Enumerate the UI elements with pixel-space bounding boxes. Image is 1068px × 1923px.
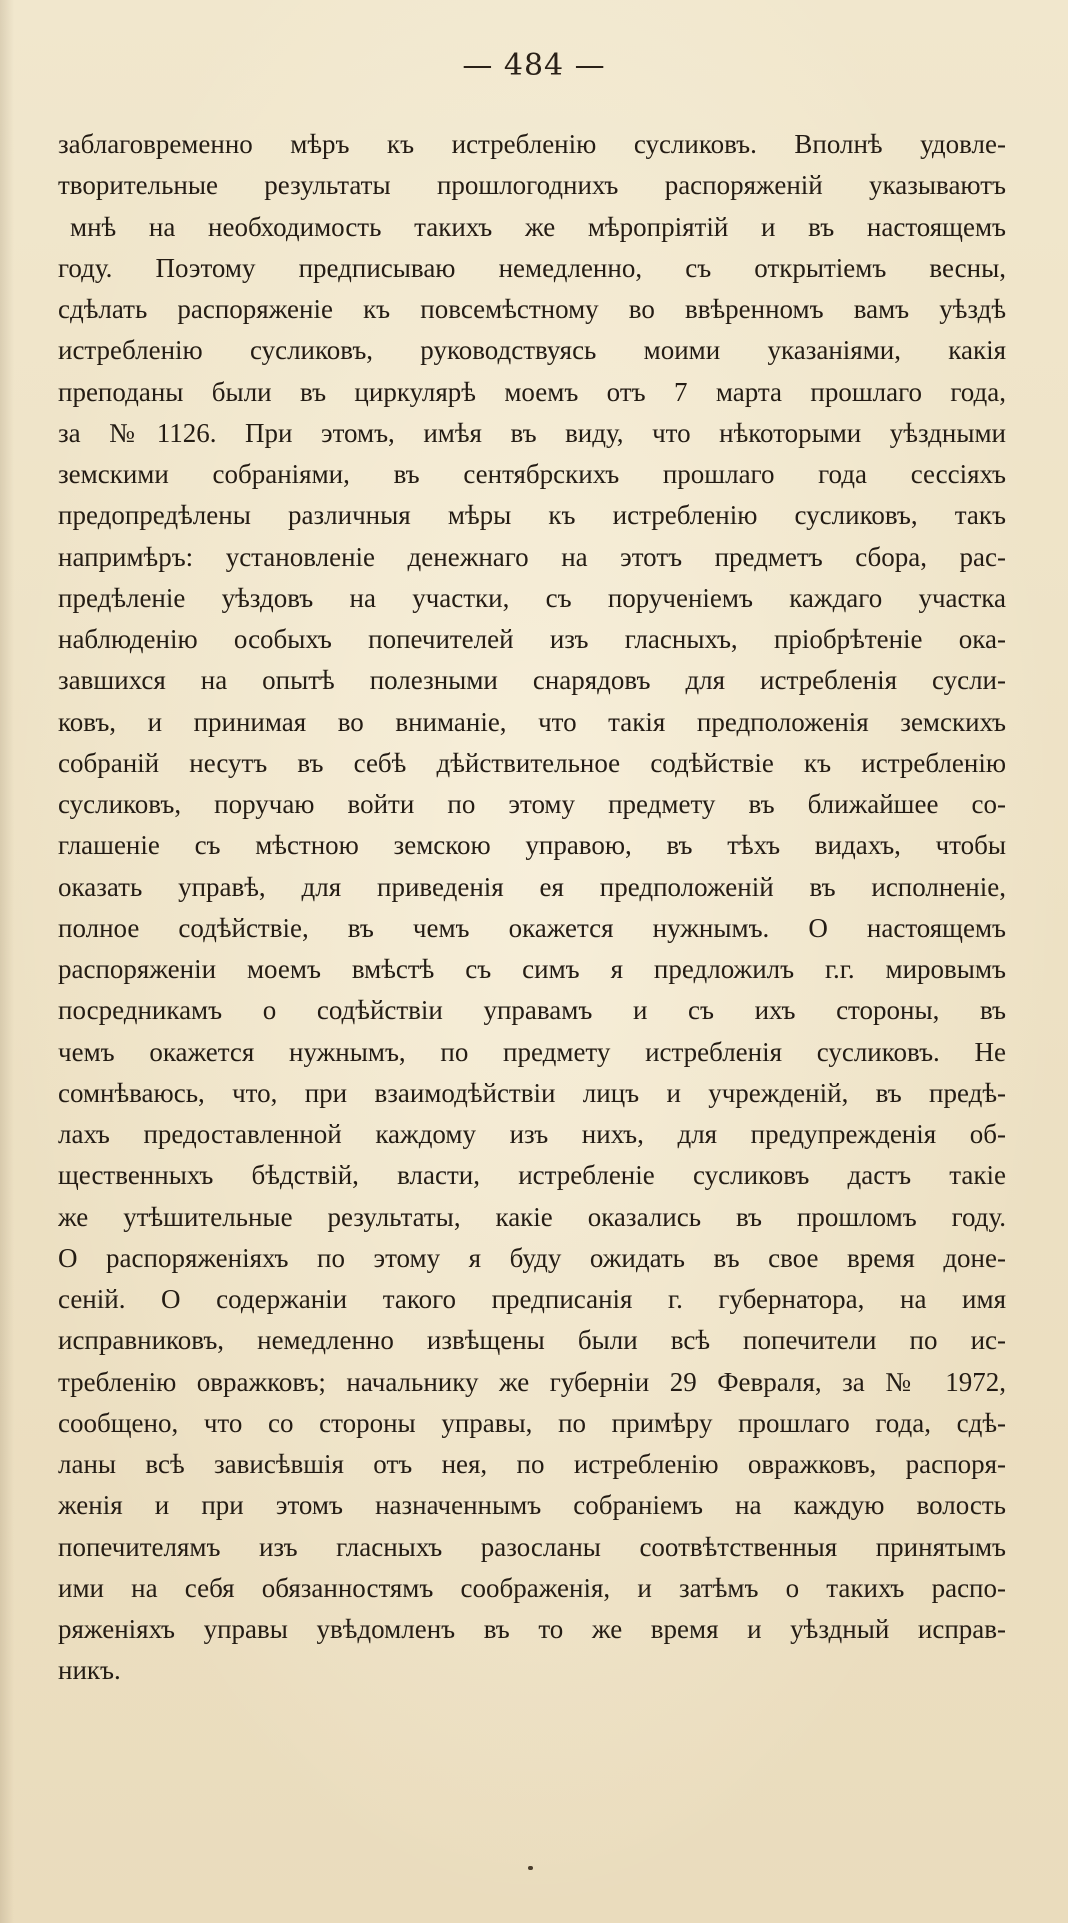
- text-line: О распоряженіяхъ по этому я буду ожидать въ свое время доне-: [58, 1242, 1006, 1273]
- text-line: сомнѣваюсь, что, при взаимодѣйствіи лицъ и учрежденій, въ предѣ-: [58, 1077, 1006, 1108]
- text-line: никъ.: [58, 1655, 121, 1686]
- text-line: полное содѣйствіе, въ чемъ окажется нужнымъ. О настоящемъ: [58, 912, 1006, 943]
- text-line: году. Поэтому предписываю немедленно, съ открытіемъ весны,: [58, 252, 1006, 283]
- text-line: щественныхъ бѣдствій, власти, истребленіе сусликовъ дастъ такіе: [58, 1160, 1006, 1191]
- page-number: — 484 —: [462, 48, 606, 83]
- text-line: наблюденію особыхъ попечителей изъ гласныхъ, пріобрѣтеніе ока-: [58, 624, 1006, 654]
- text-line: напримѣръ: установленіе денежнаго на этотъ предметъ сбора, рас-: [58, 541, 1006, 572]
- body-text: [58, 124, 1006, 1692]
- text-line: глашеніе съ мѣстною земскою управою, въ тѣхъ видахъ, чтобы: [58, 830, 1006, 861]
- text-line: женія и при этомъ назначеннымъ собраніемъ на каждую волость: [58, 1490, 1006, 1521]
- text-line: чемъ окажется нужнымъ, по предмету истребленія сусликовъ. Не: [58, 1036, 1006, 1067]
- text-line: распоряженіи моемъ вмѣстѣ съ симъ я предложилъ г.г. мировымъ: [58, 954, 1006, 984]
- text-line: предопредѣлены различныя мѣры къ истребленію сусликовъ, такъ: [58, 500, 1006, 531]
- text-line: ими на себя обязанностямъ соображенія, и затѣмъ о такихъ распо-: [58, 1572, 1006, 1603]
- text-line: посредникамъ о содѣйствіи управамъ и съ ихъ стороны, въ: [58, 995, 1006, 1026]
- text-line: исправниковъ, немедленно извѣщены были всѣ попечители по ис-: [58, 1325, 1006, 1356]
- text-line: сообщено, что со стороны управы, по примѣру прошлаго года, сдѣ-: [58, 1407, 1006, 1438]
- text-line: за №1126. При этомъ, имѣя въ виду, что нѣкоторыми уѣздными: [58, 417, 1006, 448]
- text-line: сдѣлать распоряженіе къ повсемѣстному во ввѣренномъ вамъ уѣздѣ: [58, 294, 1006, 324]
- text-line: собраній несутъ въ себѣ дѣйствительное содѣйствіе къ истребленію: [58, 747, 1006, 778]
- text-line: лахъ предоставленной каждому изъ нихъ, для предупрежденія об-: [58, 1119, 1006, 1149]
- text-line: земскими собраніями, въ сентябрскихъ прошлаго года сессіяхъ: [58, 459, 1006, 489]
- text-line: сеній. О содержаніи такого предписанія г. губернатора, на имя: [58, 1284, 1006, 1314]
- text-line: преподаны были въ циркулярѣ моемъ отъ 7 марта прошлаго года,: [58, 376, 1006, 407]
- text-line: творительные результаты прошлогоднихъ распоряженій указываютъ: [58, 170, 1006, 201]
- text-line: истребленію сусликовъ, руководствуясь моими указаніями, какія: [58, 335, 1006, 366]
- text-line: ковъ, и принимая во вниманіе, что такія предположенія земскихъ: [58, 706, 1006, 737]
- text-line: завшихся на опытѣ полезными снарядовъ для истребленія сусли-: [58, 665, 1006, 696]
- ink-speck-mark: [528, 1866, 533, 1870]
- page-edge-shadow: [0, 0, 14, 1923]
- text-line: требленію овражковъ; начальнику же губерніи 29 Февраля, за № 1972,: [58, 1366, 1006, 1397]
- text-line: попечителямъ изъ гласныхъ разосланы соотвѣтственныя принятымъ: [58, 1531, 1006, 1562]
- text-line: ряженіяхъ управы увѣдомленъ въ то же время и уѣздный исправ-: [58, 1614, 1006, 1644]
- text-line: же утѣшительные результаты, какіе оказались въ прошломъ году.: [58, 1201, 1006, 1232]
- text-line: мнѣ на необходимость такихъ же мѣропріятій и въ настоящемъ: [70, 211, 1006, 242]
- text-line: предѣленіе уѣздовъ на участки, съ порученіемъ каждаго участка: [58, 582, 1006, 613]
- text-line: оказать управѣ, для приведенія ея предположеній въ исполненіе,: [58, 871, 1006, 902]
- text-line: ланы всѣ зависѣвшія отъ нея, по истребленію овражковъ, распоря-: [58, 1449, 1006, 1479]
- text-line: сусликовъ, поручаю войти по этому предмету въ ближайшее со-: [58, 789, 1006, 819]
- text-line: заблаговременно мѣръ къ истребленію сусликовъ. Вполнѣ удовле-: [58, 129, 1006, 159]
